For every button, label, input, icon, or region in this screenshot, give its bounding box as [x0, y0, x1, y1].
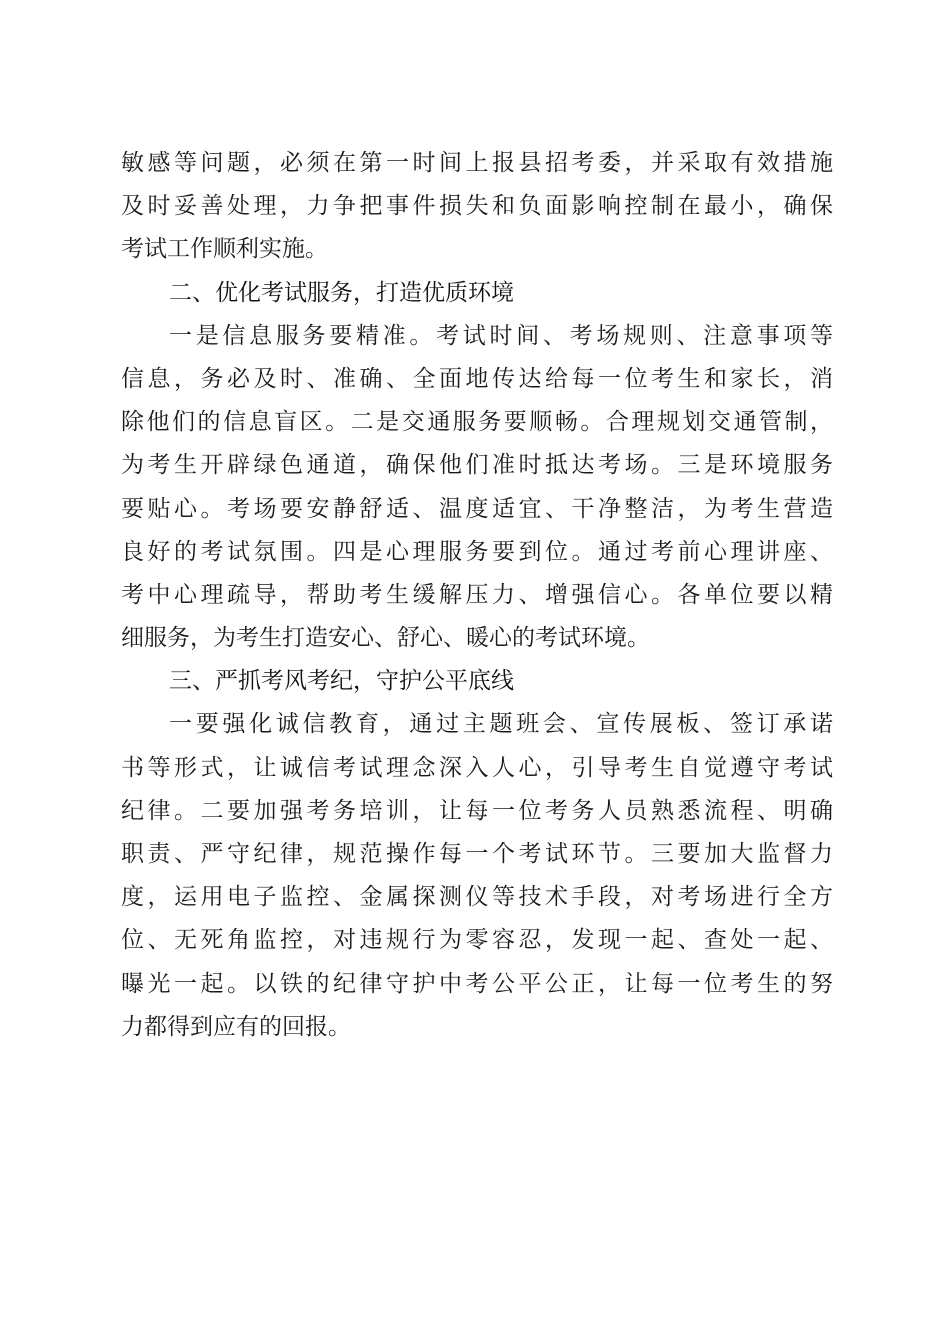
paragraph-line: 力都得到应有的回报。: [121, 1013, 351, 1040]
paragraph-line: 要贴心。考场要安静舒适、温度适宜、干净整洁，为考生营造: [121, 495, 833, 522]
paragraph-line: 一是信息服务要精准。考试时间、考场规则、注意事项等: [169, 322, 833, 349]
paragraph-line: 位、无死角监控，对违规行为零容忍，发现一起、查处一起、: [121, 927, 833, 954]
paragraph-line: 职责、严守纪律，规范操作每一个考试环节。三要加大监督力: [121, 841, 833, 867]
paragraph-line: 细服务，为考生打造安心、舒心、暖心的考试环境。: [121, 625, 650, 652]
paragraph-line: 除他们的信息盲区。二是交通服务要顺畅。合理规划交通管制，: [121, 409, 833, 436]
paragraph-line: 敏感等问题，必须在第一时间上报县招考委，并采取有效措施: [121, 150, 833, 176]
section-heading-3: 三、严抓考风考纪，守护公平底线: [169, 668, 514, 695]
section-heading-2: 二、优化考试服务，打造优质环境: [169, 279, 514, 306]
paragraph-line: 考试工作顺利实施。: [121, 236, 328, 263]
document-body: [121, 142, 833, 1049]
paragraph-line: 一要强化诚信教育，通过主题班会、宣传展板、签订承诺: [169, 711, 833, 738]
paragraph-line: 信息，务必及时、准确、全面地传达给每一位考生和家长，消: [121, 365, 833, 392]
paragraph-line: 考中心理疏导，帮助考生缓解压力、增强信心。各单位要以精: [121, 581, 833, 608]
paragraph-line: 度，运用电子监控、金属探测仪等技术手段，对考场进行全方: [121, 884, 833, 911]
paragraph-line: 及时妥善处理，力争把事件损失和负面影响控制在最小，确保: [121, 193, 833, 220]
paragraph-line: 为考生开辟绿色通道，确保他们准时抵达考场。三是环境服务: [121, 452, 833, 479]
paragraph-line: 曝光一起。以铁的纪律守护中考公平公正，让每一位考生的努: [121, 970, 833, 997]
paragraph-line: 良好的考试氛围。四是心理服务要到位。通过考前心理讲座、: [121, 538, 833, 565]
paragraph-line: 纪律。二要加强考务培训，让每一位考务人员熟悉流程、明确: [121, 797, 833, 824]
paragraph-line: 书等形式，让诚信考试理念深入人心，引导考生自觉遵守考试: [121, 754, 833, 781]
